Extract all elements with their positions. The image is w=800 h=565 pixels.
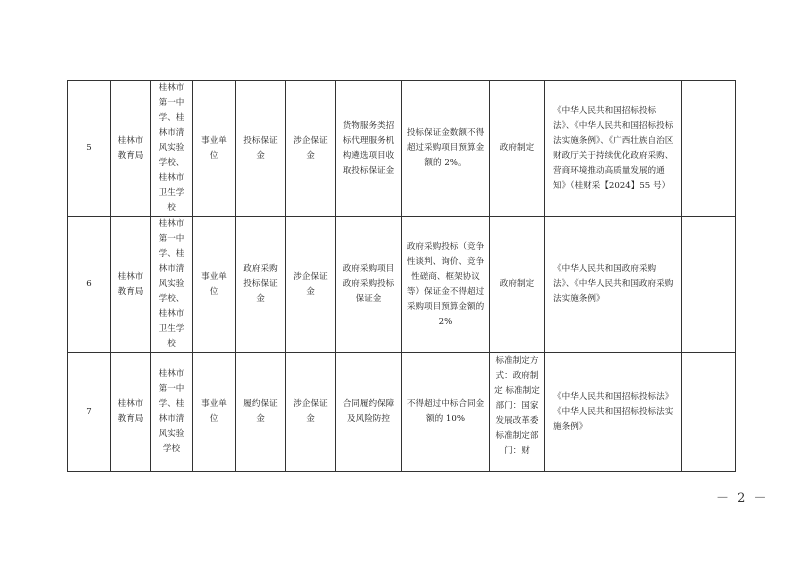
basis-cell: 《中华人民共和国招标投标法》《中华人民共和国招标投标法实施条例》 [545,353,682,472]
remark-cell [682,217,736,353]
row-number: 5 [68,81,111,217]
method-cell: 政府制定 [490,81,545,217]
category-cell: 涉企保证金 [286,353,336,472]
method-cell: 标准制定方式：政府制定 标准制定部门：国家发展改革委 标准制定部门：财 [490,353,545,472]
department-cell: 桂林市教育局 [111,217,151,353]
method-cell: 政府制定 [490,217,545,353]
basis-cell: 《中华人民共和国政府采购法》、《中华人民共和国政府采购法实施条例》 [545,217,682,353]
item-cell: 投标保证金 [236,81,286,217]
standard-cell: 不得超过中标合同金额的 10% [402,353,490,472]
unit-cell: 桂林市第一中学、桂林市清风实验学校、桂林市卫生学校 [151,217,193,353]
nature-cell: 事业单位 [193,353,236,472]
unit-cell: 桂林市第一中学、桂林市清风实验学校 [151,353,193,472]
row-number: 7 [68,353,111,472]
nature-cell: 事业单位 [193,217,236,353]
scope-cell: 合同履约保障及风险防控 [336,353,402,472]
row-number: 6 [68,217,111,353]
scope-cell: 政府采购项目政府采购投标保证金 [336,217,402,353]
standard-cell: 投标保证金数额不得超过采购项目预算金额的 2%。 [402,81,490,217]
department-cell: 桂林市教育局 [111,81,151,217]
remark-cell [682,81,736,217]
fee-table [67,80,736,472]
standard-cell: 政府采购投标（竞争性谈判、询价、竞争性磋商、框架协议等）保证金不得超过采购项目预算金额的 2% [402,217,490,353]
scope-cell: 货物服务类招标代理服务机构遴选项目收取投标保证金 [336,81,402,217]
item-cell: 政府采购投标保证金 [236,217,286,353]
remark-cell [682,353,736,472]
page-number: － 2 － [716,491,769,506]
category-cell: 涉企保证金 [286,81,336,217]
basis-cell: 《中华人民共和国招标投标法》、《中华人民共和国招标投标法实施条例》、《广西壮族自治区财政厅关于持续优化政府采购、营商环境推动高质量发展的通知》（桂财采【2024】55 号） [545,81,682,217]
nature-cell: 事业单位 [193,81,236,217]
table-row [68,81,736,217]
table-row [68,353,736,472]
category-cell: 涉企保证金 [286,217,336,353]
department-cell: 桂林市教育局 [111,353,151,472]
item-cell: 履约保证金 [236,353,286,472]
table-row [68,217,736,353]
unit-cell: 桂林市第一中学、桂林市清风实验学校、桂林市卫生学校 [151,81,193,217]
